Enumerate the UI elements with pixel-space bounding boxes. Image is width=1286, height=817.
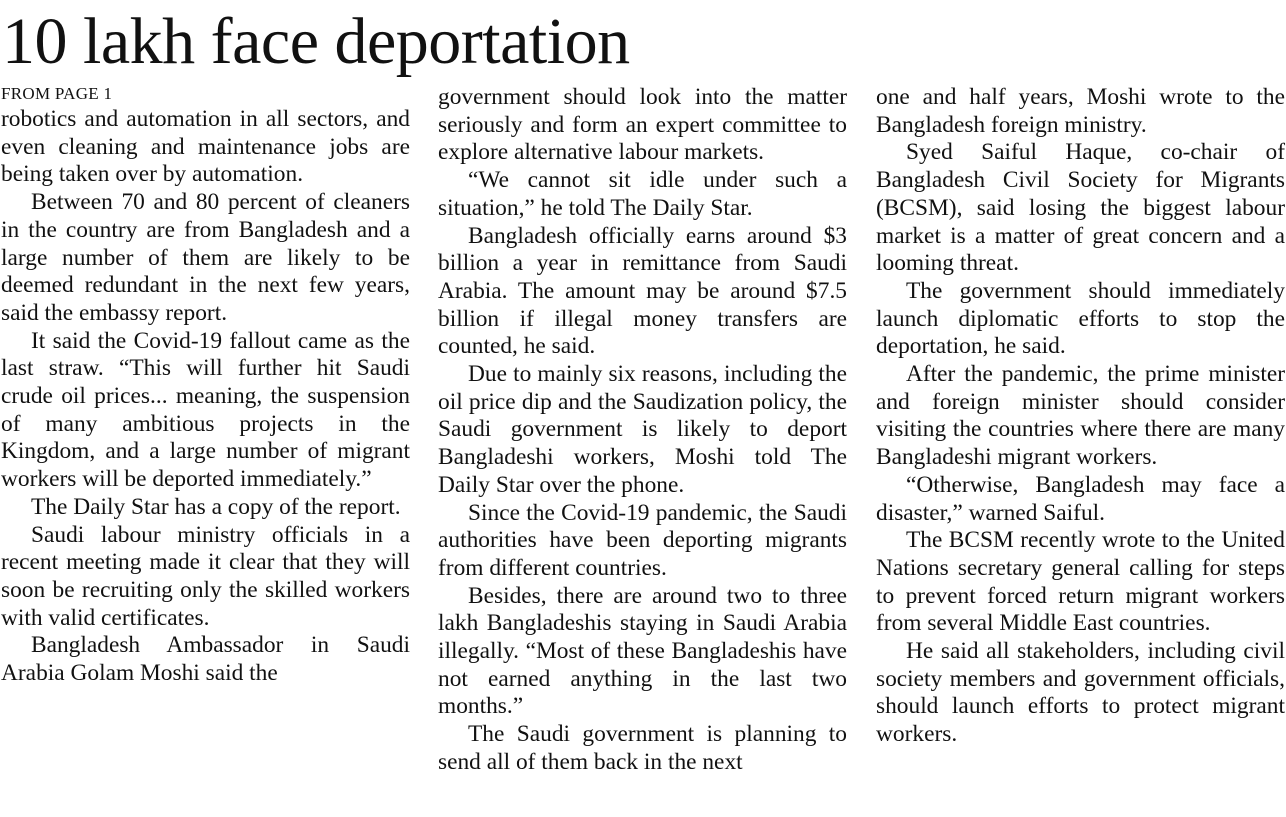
paragraph: Bangladesh Ambassador in Saudi Arabia Golam Moshi said the xyxy=(1,632,410,687)
paragraph: Due to mainly six reasons, including the oil price dip and the Saudization policy, the Saudi government is likely to deport Bangladeshi workers, Moshi told The Daily Star over the phone. xyxy=(438,361,847,498)
paragraph: The BCSM recently wrote to the United Nations secretary general calling for steps to prevent forced return migrant workers from several Middle East countries. xyxy=(876,527,1285,637)
paragraph: robotics and automation in all sectors, and even cleaning and maintenance jobs are being taken over by automation. xyxy=(1,106,410,188)
paragraph: Syed Saiful Haque, co-chair of Bangladesh Civil Society for Migrants (BCSM), said losing the biggest labour market is a matter of great concern and a looming threat. xyxy=(876,139,1285,277)
headline: 10 lakh face deportation xyxy=(2,5,630,78)
continued-from-label: FROM PAGE 1 xyxy=(1,84,113,103)
paragraph: The Daily Star has a copy of the report. xyxy=(31,493,401,520)
paragraph: The government should immediately launch diplomatic efforts to stop the deportation, he said. xyxy=(876,277,1285,360)
paragraph: Between 70 and 80 percent of cleaners in the country are from Bangladesh and a large number of them are likely to be deemed redundant in the next few years, said the embassy report. xyxy=(1,189,410,326)
paragraph: government should look into the matter seriously and form an expert committee to explore alternative labour markets. xyxy=(438,84,847,166)
paragraph: The Saudi government is planning to send all of them back in the next xyxy=(438,721,847,775)
paragraph: “Otherwise, Bangladesh may face a disaster,” warned Saiful. xyxy=(876,471,1285,526)
paragraph: It said the Covid-19 fallout came as the last straw. “This will further hit Saudi crude oil prices... meaning, the suspension of many ambitious projects in the Kingdom, and a large number of migrant workers will be deported immediately.” xyxy=(1,327,410,493)
article-column-3 xyxy=(876,84,1285,749)
paragraph: Since the Covid-19 pandemic, the Saudi authorities have been deporting migrants from different countries. xyxy=(438,499,847,581)
paragraph: Besides, there are around two to three lakh Bangladeshis staying in Saudi Arabia illegally. “Most of these Bangladeshis have not earned anything in the last two months.” xyxy=(438,582,847,720)
article-column-1 xyxy=(1,106,410,688)
paragraph: After the pandemic, the prime minister and foreign minister should consider visiting the countries where there are many Bangladeshi migrant workers. xyxy=(876,361,1285,471)
paragraph: “We cannot sit idle under such a situation,” he told The Daily Star. xyxy=(438,167,847,221)
paragraph: one and half years, Moshi wrote to the Bangladesh foreign ministry. xyxy=(876,84,1285,138)
paragraph: He said all stakeholders, including civil society members and government officials, should launch efforts to protect migrant workers. xyxy=(876,638,1285,748)
article-column-2 xyxy=(438,84,847,777)
paragraph: Saudi labour ministry officials in a recent meeting made it clear that they will soon be recruiting only the skilled workers with valid certificates. xyxy=(1,521,410,631)
paragraph: Bangladesh officially earns around $3 billion a year in remittance from Saudi Arabia. The amount may be around $7.5 billion if illegal money transfers are counted, he said. xyxy=(438,222,847,360)
